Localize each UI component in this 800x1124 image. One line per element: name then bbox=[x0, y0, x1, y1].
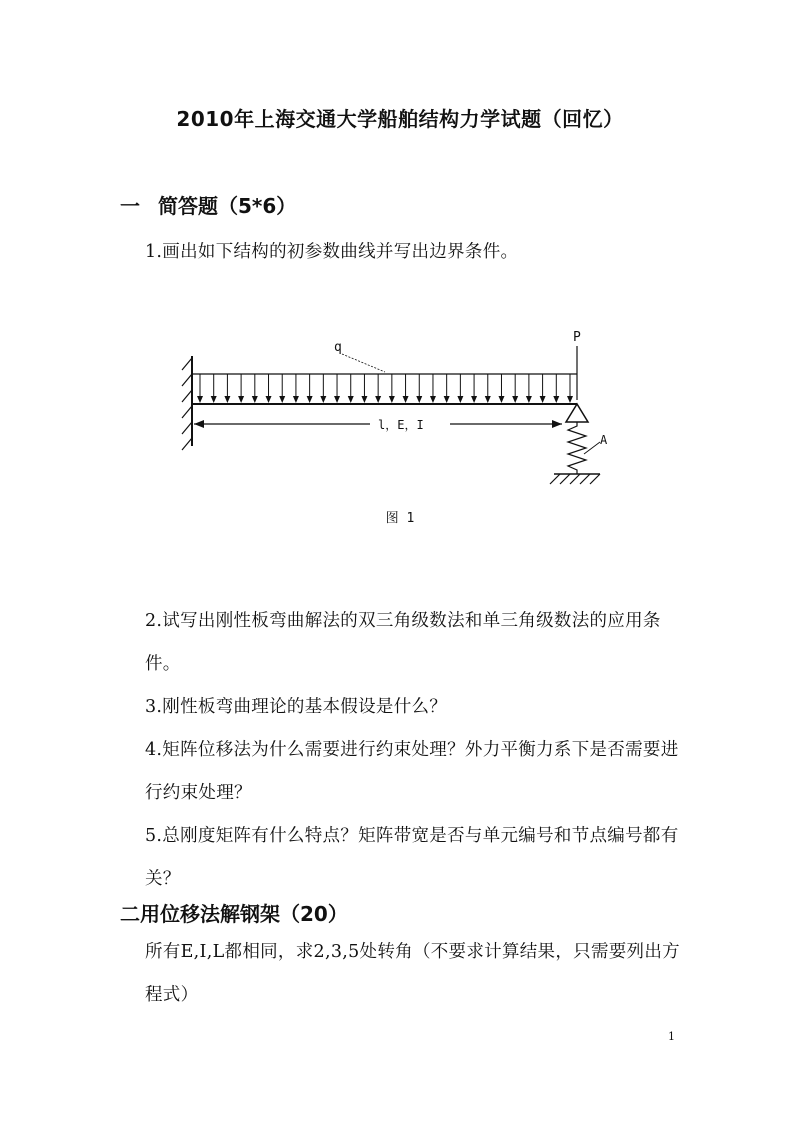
load-arrow-head bbox=[444, 396, 450, 403]
question-4: 4.矩阵位移法为什么需要进行约束处理？外力平衡力系下是否需要进行约束处理？ bbox=[145, 740, 679, 803]
dimension-arrow-left bbox=[194, 420, 204, 428]
load-arrow-head bbox=[334, 396, 340, 403]
load-arrow-head bbox=[389, 396, 395, 403]
load-arrow-head bbox=[197, 396, 203, 403]
load-arrow-head bbox=[224, 396, 230, 403]
question-2: 2.试写出刚性板弯曲解法的双三角级数法和单三角级数法的应用条件。 bbox=[145, 611, 661, 674]
page-number: 1 bbox=[668, 1030, 675, 1043]
load-arrow-head bbox=[403, 396, 409, 403]
dimension-arrow-right bbox=[552, 420, 562, 428]
question-3: 3.刚性板弯曲理论的基本假设是什么？ bbox=[145, 697, 448, 717]
load-arrow-head bbox=[471, 396, 477, 403]
spring bbox=[568, 422, 586, 474]
load-arrow-head bbox=[457, 396, 463, 403]
question-5: 5.总刚度矩阵有什么特点？矩阵带宽是否与单元编号和节点编号都有关？ bbox=[145, 826, 679, 889]
load-arrow-head bbox=[567, 396, 573, 403]
load-label-q: q bbox=[334, 340, 342, 355]
load-arrow-head bbox=[307, 396, 313, 403]
load-arrow-head bbox=[553, 396, 559, 403]
load-arrow-head bbox=[526, 396, 532, 403]
load-arrow-head bbox=[320, 396, 326, 403]
load-arrow-head bbox=[279, 396, 285, 403]
question-1: 1.画出如下结构的初参数曲线并写出边界条件。 bbox=[145, 242, 519, 262]
load-arrow-head bbox=[266, 396, 272, 403]
load-arrow-head bbox=[348, 396, 354, 403]
beam-diagram bbox=[170, 318, 630, 498]
load-arrow-head bbox=[512, 396, 518, 403]
page-title: 2010年上海交通大学船舶结构力学试题（回忆） bbox=[176, 107, 624, 131]
load-arrow-head bbox=[416, 396, 422, 403]
load-arrow-head bbox=[293, 396, 299, 403]
section-1-heading bbox=[120, 190, 296, 219]
load-arrow-head bbox=[238, 396, 244, 403]
beam-figure bbox=[170, 318, 630, 502]
load-leader-line bbox=[342, 354, 385, 372]
section-1-title: 简答题（5*6） bbox=[158, 194, 297, 218]
load-arrow-head bbox=[430, 396, 436, 403]
distributed-load-arrows bbox=[197, 374, 573, 403]
pin-support bbox=[566, 404, 588, 422]
figure-caption: 图 1 bbox=[385, 511, 415, 526]
support-label-a: A bbox=[600, 433, 608, 447]
load-arrow-head bbox=[252, 396, 258, 403]
section-1-number: 一 bbox=[120, 194, 140, 218]
section-2-heading: 二用位移法解钢架（20） bbox=[120, 902, 348, 926]
dimension-label: l，E，I bbox=[378, 418, 424, 432]
load-arrow-head bbox=[498, 396, 504, 403]
load-arrow-head bbox=[375, 396, 381, 403]
load-arrow-head bbox=[211, 396, 217, 403]
ground-hatch bbox=[550, 474, 600, 484]
load-arrow-head bbox=[485, 396, 491, 403]
load-arrow-head bbox=[540, 396, 546, 403]
point-load-label: P bbox=[573, 330, 581, 345]
section-2-body: 所有E,I,L都相同，求2,3,5处转角（不要求计算结果，只需要列出方程式） bbox=[145, 942, 680, 1005]
load-arrow-head bbox=[361, 396, 367, 403]
wall-hatch bbox=[182, 358, 192, 450]
